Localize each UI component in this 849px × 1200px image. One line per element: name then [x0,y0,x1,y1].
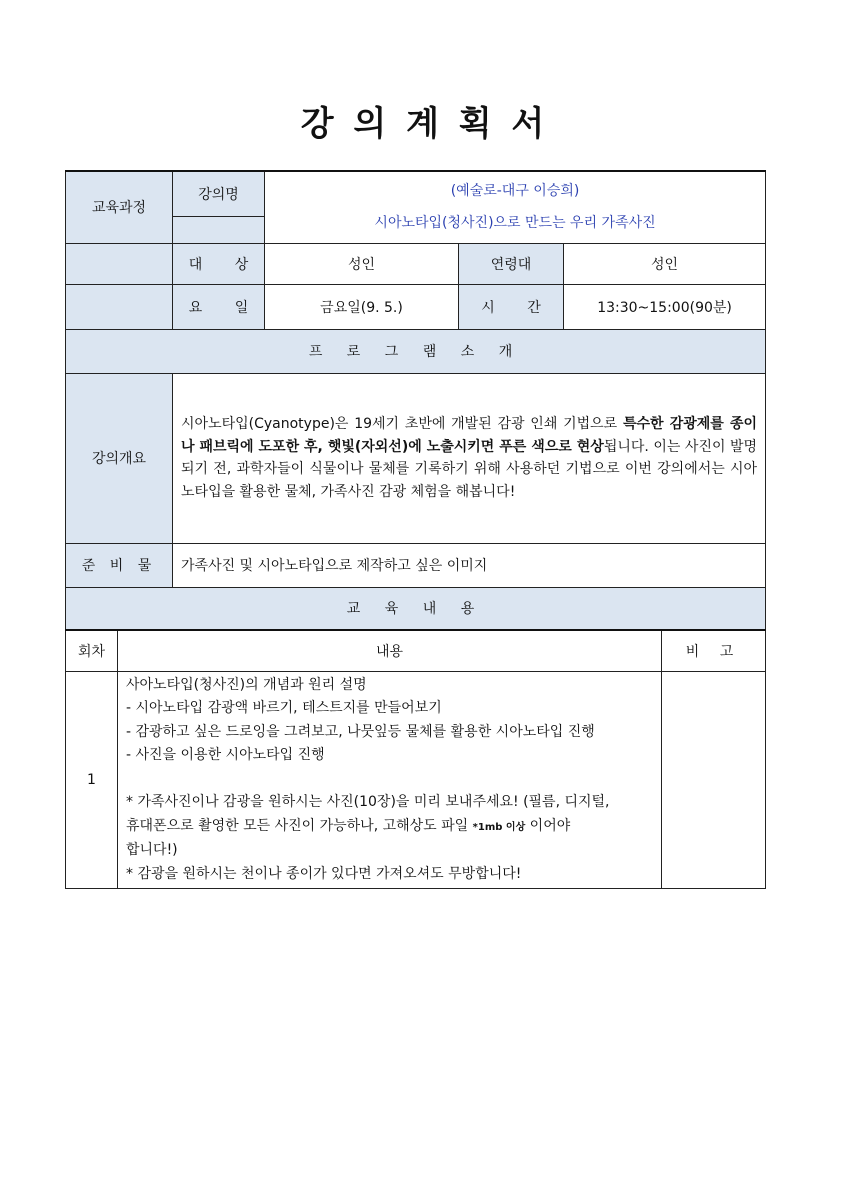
course-label-cont [66,243,173,284]
content-line: * 가족사진이나 감광을 원하시는 사진(10장)을 미리 보내주세요! (필름, 디지털, [126,794,610,810]
education-section-title: 교 육 내 용 [66,587,766,630]
time-value: 13:30~15:00(90분) [564,284,766,329]
target-label: 대 상 [173,243,265,284]
prep-label: 준 비 물 [66,543,173,587]
prep-value: 가족사진 및 시아노타입으로 제작하고 싶은 이미지 [173,543,766,587]
day-label: 요 일 [173,284,265,329]
col-content-header: 내용 [118,630,662,671]
content-line: * 감광을 원하시는 천이나 종이가 있다면 가져오셔도 무방합니다! [126,865,522,882]
row-content [118,671,662,889]
age-value: 성인 [564,243,766,284]
row-note [662,671,766,889]
lecture-name-value [265,171,766,243]
content-line: 휴대폰으로 촬영한 모든 사진이 가능하나, 고해상도 파일 *1mb 이상 이어야 [126,817,571,834]
row-round: 1 [66,671,118,889]
target-value: 성인 [265,243,459,284]
content-line: 사아노타입(청사진)의 개념과 원리 설명 [126,676,367,693]
content-line: - 사진을 이용한 시아노타입 진행 [126,747,325,763]
content-line: 합니다!) [126,842,178,858]
col-note-header: 비 고 [662,630,766,671]
day-value: 금요일(9. 5.) [265,284,459,329]
content-line: - 시아노타입 감광액 바르기, 테스트지를 만들어보기 [126,700,442,716]
content-line [126,768,653,792]
overview-label: 강의개요 [66,373,173,543]
time-label: 시 간 [459,284,564,329]
course-label: 교육과정 [66,171,173,243]
document-title: 강 의 계 획 서 [300,104,549,144]
lecture-name-label: 강의명 [173,171,265,216]
overview-text: 시아노타입(Cyanotype)은 19세기 초반에 개발된 감광 인쇄 기법으로 특수한 감광제를 종이나 패브릭에 도포한 후, 햇빛(자외선)에 노출시키면 푸른 색으로 현상됩니다. 이는 사진이 발명되기 전, 과학자들이 식물이나 물체를 기록하기 위해 사용하던 기법으로 이번 강의에서는 시아노타입을 활용한 물체, 가족사진 감광 체험을 해봅니다! [173,373,766,543]
col-round-header: 회차 [66,630,118,671]
lecture-plan-table [65,170,766,889]
age-label: 연령대 [459,243,564,284]
content-line: - 감광하고 싶은 드로잉을 그려보고, 나뭇잎등 물체를 활용한 시아노타입 진행 [126,723,595,740]
lecture-name-line1: (예술로-대구 이승희) [450,183,580,200]
program-section-title: 프 로 그 램 소 개 [66,329,766,373]
lecture-name-line2: 시아노타입(청사진)으로 만드는 우리 가족사진 [374,215,656,232]
